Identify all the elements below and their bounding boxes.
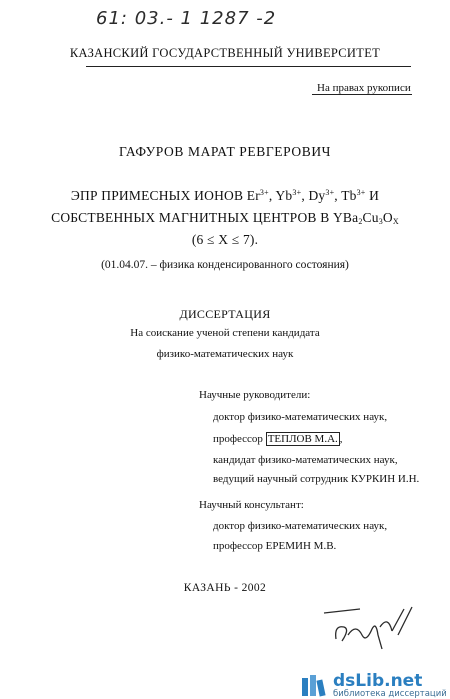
watermark-caption: библиотека диссертаций (333, 689, 447, 699)
supervisor-1-name: ТЕПЛОВ М.А. (267, 433, 338, 445)
dy-charge: 3+ (325, 188, 335, 197)
supervisor-1-degree: доктор физико-математических наук, (213, 411, 388, 423)
title-line-1 (0, 188, 450, 204)
title-line-3: (6 ≤ X ≤ 7). (191, 232, 259, 247)
title-separator: , (268, 188, 276, 203)
degree-line-2: физико-математических наук (156, 348, 294, 360)
manuscript-rights-note: На правах рукописи (317, 82, 411, 94)
er-charge: 3+ (259, 188, 269, 197)
dslib-watermark (300, 672, 450, 698)
title-line-1-prefix: ЭПР ПРИМЕСНЫХ ИОНОВ Er (70, 188, 260, 203)
tb-charge: 3+ (356, 188, 366, 197)
title-line-2 (0, 210, 450, 226)
supervisors-heading: Научные руководители: (199, 389, 311, 401)
title-separator: , (301, 188, 309, 203)
rights-divider (312, 94, 412, 95)
cu-subscript: 3 (378, 217, 383, 226)
header-divider (86, 66, 411, 67)
yb-charge: 3+ (292, 188, 302, 197)
consultant-degree: доктор физико-математических наук, (213, 520, 388, 532)
author-name: ГАФУРОВ МАРАТ РЕВГЕРОВИЧ (118, 144, 332, 159)
consultant-heading: Научный консультант: (199, 499, 304, 511)
supervisor-2-degree: кандидат физико-математических наук, (213, 454, 398, 466)
oxygen-subscript: X (392, 217, 399, 226)
yb-ion: Yb (275, 188, 293, 203)
university-name: КАЗАНСКИЙ ГОСУДАРСТВЕННЫЙ УНИВЕРСИТЕТ (69, 46, 381, 60)
oxygen-symbol: O (382, 210, 393, 225)
consultant-title-name: профессор ЕРЕМИН М.В. (213, 540, 337, 552)
books-icon (300, 672, 330, 698)
supervisor-1-title: профессор (213, 433, 266, 445)
handwritten-signature (322, 605, 422, 665)
supervisor-1-title-name (213, 433, 343, 445)
title-line-2-prefix: СОБСТВЕННЫХ МАГНИТНЫХ ЦЕНТРОВ В YBa (51, 210, 359, 225)
watermark-brand: dsLib.net (333, 671, 423, 691)
ba-subscript: 2 (358, 217, 363, 226)
supervisor-2-title-name: ведущий научный сотрудник КУРКИН И.Н. (213, 473, 420, 485)
document-type: ДИССЕРТАЦИЯ (179, 307, 271, 321)
cu-symbol: Cu (362, 210, 379, 225)
specialty-code: (01.04.07. – физика конденсированного состояния) (101, 259, 349, 271)
title-separator: , (334, 188, 342, 203)
tb-ion: Tb (341, 188, 357, 203)
city-year: КАЗАНЬ - 2002 (183, 582, 267, 594)
degree-line-1: На соискание ученой степени кандидата (130, 327, 320, 339)
supervisor-1-comma: , (339, 433, 343, 445)
archive-stamp: 61: 03.- 1 1287 -2 (96, 8, 277, 29)
title-conjunction: И (365, 188, 380, 203)
dy-ion: Dy (308, 188, 326, 203)
